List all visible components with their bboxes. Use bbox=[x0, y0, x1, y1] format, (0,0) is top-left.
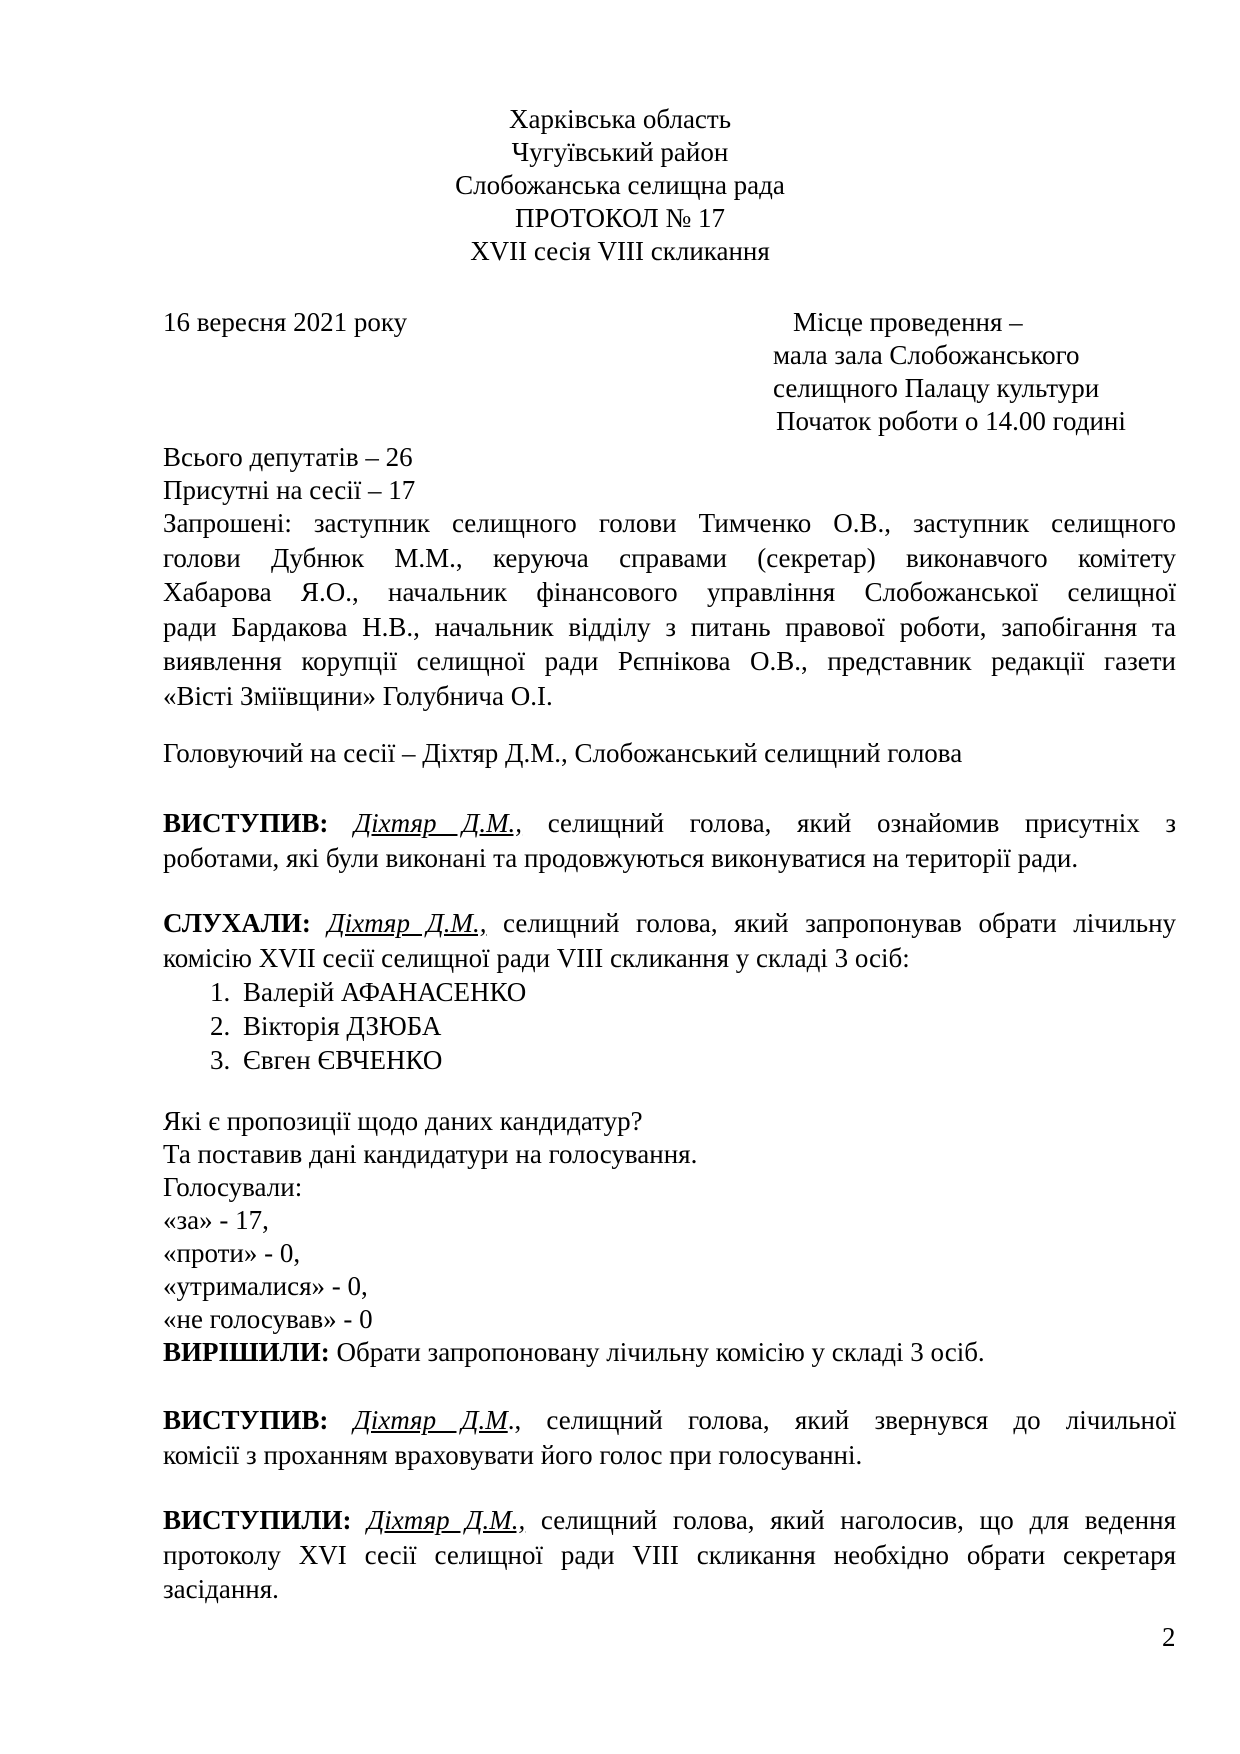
header-council: Слобожанська селищна рада bbox=[455, 170, 785, 200]
invited-line: голови Дубнюк М.М., керуюча справами (секретар) виконавчого комітету bbox=[163, 542, 1176, 573]
speech-4-text: селищний голова, який наголосив, що для ведення bbox=[540, 1505, 1176, 1535]
chair-line: Головуючий на сесії – Діхтяр Д.М., Слобожанський селищний голова bbox=[163, 738, 963, 768]
header-protocol: ПРОТОКОЛ № 17 bbox=[514, 203, 726, 233]
meeting-date: 16 вересня 2021 року bbox=[163, 307, 408, 337]
invited-paragraph bbox=[163, 506, 1176, 713]
invited-line: ради Бардакова Н.В., начальник відділу з питань правової роботи, запобігання та bbox=[163, 611, 1176, 642]
speech-1-label: ВИСТУПИВ: bbox=[163, 808, 329, 838]
proposal-question: Які є пропозиції щодо даних кандидатур? bbox=[163, 1106, 643, 1136]
total-deputies: Всього депутатів – 26 bbox=[163, 442, 413, 472]
speech-4-speaker: Діхтяр Д.М., bbox=[367, 1505, 526, 1535]
meeting-place-line-3: селищного Палацу культури bbox=[773, 373, 1100, 403]
vote-put: Та поставив дані кандидатури на голосування. bbox=[163, 1139, 698, 1169]
speech-1-speaker: Діхтяр Д.М., bbox=[353, 808, 523, 838]
list-item: 1. Валерій АФАНАСЕНКО bbox=[237, 975, 526, 1009]
speech-1-text: селищний голова, який ознайомив присутніх з bbox=[547, 808, 1177, 838]
header-district: Чугуївський район bbox=[511, 137, 729, 167]
speech-1-text-2: роботами, які були виконані та продовжуються виконуватися на території ради. bbox=[163, 842, 1079, 873]
invited-line: виявлення корупції селищної ради Рєпнікова О.В., представник редакції газети bbox=[163, 646, 1176, 676]
speech-3-text: ., селищний голова, який звернувся до лічильної bbox=[507, 1405, 1177, 1435]
header-region: Харківська область bbox=[508, 104, 732, 134]
counting-commission-list bbox=[163, 975, 526, 1077]
speech-3-label: ВИСТУПИВ: bbox=[163, 1405, 329, 1435]
vote-for: «за» - 17, bbox=[163, 1205, 269, 1235]
decision-label: ВИРІШИЛИ: bbox=[163, 1337, 330, 1367]
page-number: 2 bbox=[1162, 1622, 1176, 1652]
vote-abstain: «утрималися» - 0, bbox=[163, 1271, 368, 1301]
invited-line: Запрошені: заступник селищного голови Тимченко О.В., заступник селищного bbox=[163, 508, 1176, 538]
invited-line: «Вісті Зміївщини» Голубнича О.І. bbox=[163, 680, 553, 711]
list-item: 3. Євген ЄВЧЕНКО bbox=[237, 1043, 526, 1077]
present-deputies: Присутні на сесії – 17 bbox=[163, 475, 416, 505]
speech-4-label: ВИСТУПИЛИ: bbox=[163, 1505, 352, 1535]
decision-line bbox=[163, 1335, 985, 1369]
heard-text: селищний голова, який запропонував обрати лічильну bbox=[503, 908, 1177, 938]
header-session: XVII сесія VIII скликання bbox=[470, 236, 770, 266]
invited-line: Хабарова Я.О., начальник фінансового управління Слобожанської селищної bbox=[163, 577, 1176, 607]
vote-novote: «не голосував» - 0 bbox=[163, 1304, 373, 1334]
decision-text: Обрати запропоновану лічильну комісію у складі 3 осіб. bbox=[336, 1337, 985, 1367]
list-item: 2. Вікторія ДЗЮБА bbox=[237, 1009, 526, 1043]
speech-1 bbox=[163, 806, 1176, 875]
speech-3-text-2: комісії з проханням враховувати його голос при голосуванні. bbox=[163, 1439, 863, 1470]
speech-4-text-2: протоколу XVI сесії селищної ради VIII скликання необхідно обрати секретаря bbox=[163, 1539, 1176, 1570]
meeting-place-line-2: мала зала Слобожанського bbox=[773, 340, 1080, 370]
speech-4 bbox=[163, 1503, 1176, 1607]
heard-label: СЛУХАЛИ: bbox=[163, 908, 311, 938]
meeting-place-label: Місце проведення – bbox=[793, 307, 1023, 337]
heard-section bbox=[163, 906, 1176, 975]
vote-title: Голосували: bbox=[163, 1172, 303, 1202]
speech-4-text-3: засідання. bbox=[163, 1574, 279, 1604]
heard-speaker: Діхтяр Д.М., bbox=[327, 908, 487, 938]
speech-3-speaker: Діхтяр Д.М bbox=[353, 1405, 508, 1435]
vote-against: «проти» - 0, bbox=[163, 1238, 301, 1268]
heard-text-2: комісію XVII сесії селищної ради VIII скликання у складі 3 осіб: bbox=[163, 942, 910, 973]
meeting-start-time: Початок роботи о 14.00 годині bbox=[776, 406, 1126, 436]
speech-3 bbox=[163, 1403, 1176, 1472]
